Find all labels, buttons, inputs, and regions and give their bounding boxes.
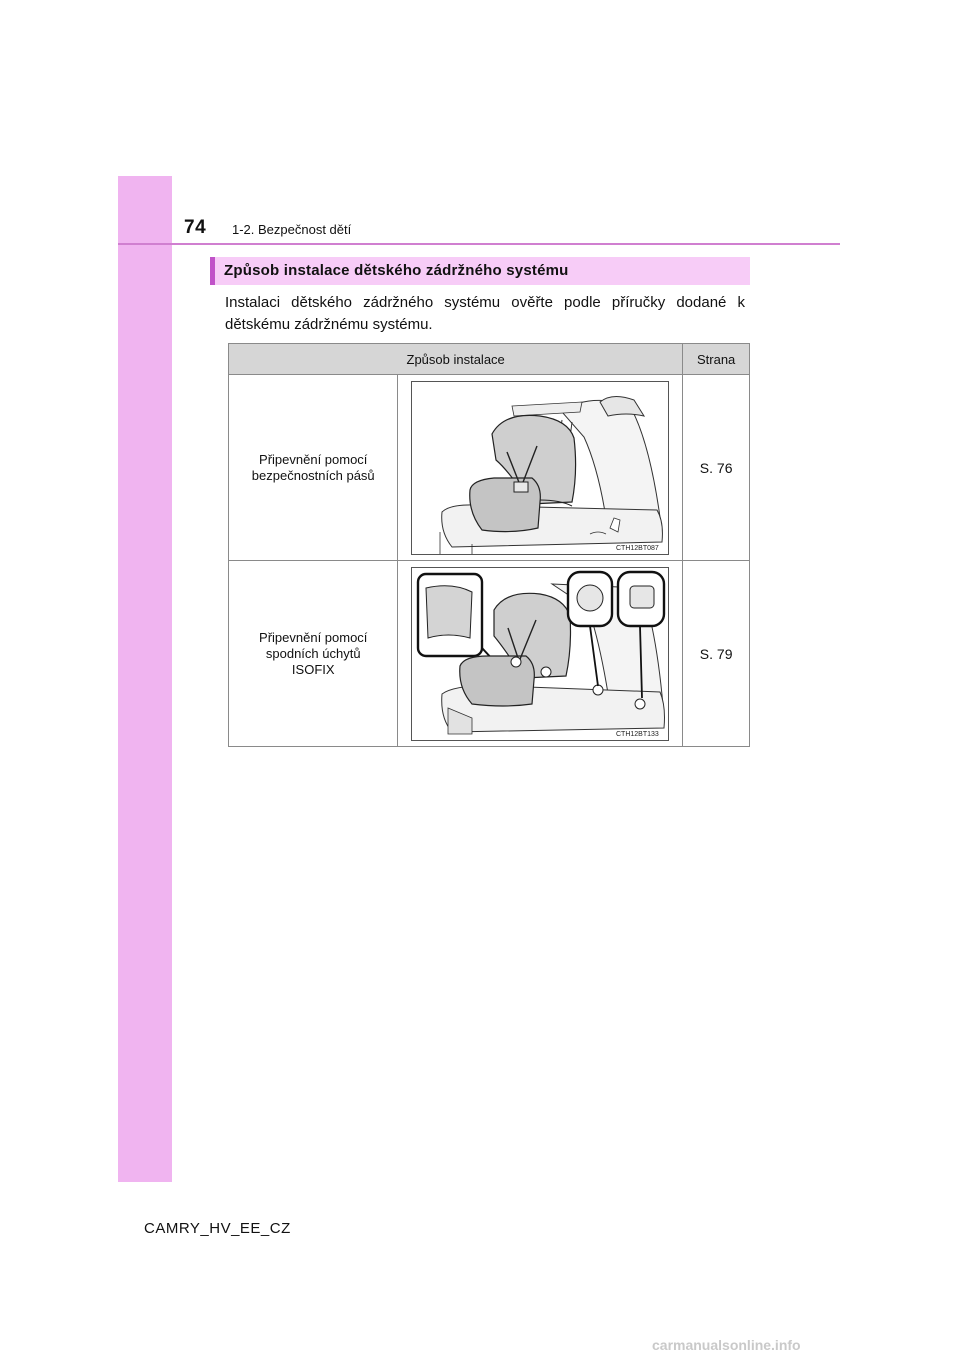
table-header-row bbox=[229, 344, 750, 375]
figure-code: CTH12BT087 bbox=[616, 544, 660, 552]
method-label-line: Připevnění pomocí bbox=[259, 629, 368, 645]
header-rule bbox=[118, 243, 840, 245]
isofix-install-illustration bbox=[411, 567, 669, 741]
intro-paragraph: Instalaci dětského zádržného systému ověřte podle příručky dodané k dětskému zádržnému systému. bbox=[225, 294, 745, 333]
method-label-line: Připevnění pomocí bbox=[259, 451, 368, 467]
method-label-line: spodních úchytů bbox=[265, 645, 361, 661]
page-reference: S. 79 bbox=[683, 561, 750, 747]
running-header: 1-2. Bezpečnost dětí bbox=[232, 222, 352, 237]
figure-cell bbox=[398, 561, 683, 747]
section-heading-bar bbox=[210, 257, 750, 285]
figure-code: CTH12BT133 bbox=[616, 730, 660, 738]
section-heading-accent bbox=[210, 257, 215, 285]
method-cell bbox=[229, 375, 398, 561]
installation-methods-table bbox=[228, 343, 750, 747]
figure-cell bbox=[398, 375, 683, 561]
column-header-method: Způsob instalace bbox=[229, 344, 683, 375]
section-title: Způsob instalace dětského zádržného systému bbox=[224, 262, 569, 279]
method-cell bbox=[229, 561, 398, 747]
table-row bbox=[229, 375, 750, 561]
seatbelt-install-illustration bbox=[411, 381, 669, 555]
table-row bbox=[229, 561, 750, 747]
side-tab-band bbox=[118, 176, 172, 1182]
page-number: 74 bbox=[184, 217, 207, 238]
page-reference: S. 76 bbox=[683, 375, 750, 561]
watermark-text: carmanualsonline.info bbox=[652, 1337, 801, 1353]
model-code-footer: CAMRY_HV_EE_CZ bbox=[144, 1220, 291, 1237]
method-label-line: bezpečnostních pásů bbox=[251, 467, 375, 483]
column-header-page: Strana bbox=[683, 344, 750, 375]
method-label-line: ISOFIX bbox=[291, 661, 335, 677]
